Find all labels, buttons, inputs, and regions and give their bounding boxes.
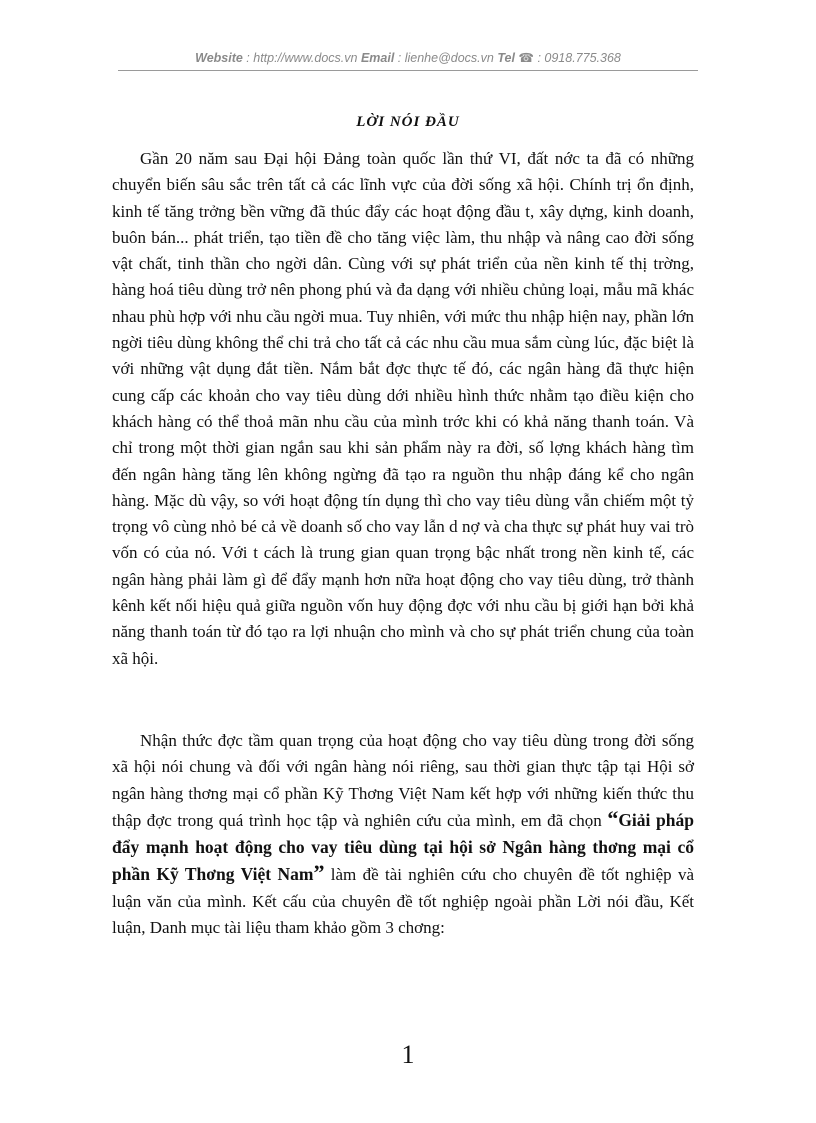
email-value: : lienhe@docs.vn — [394, 51, 498, 65]
website-value: : http://www.docs.vn — [242, 51, 361, 65]
close-quote: ” — [313, 860, 325, 886]
website-label: Website — [195, 51, 243, 65]
open-quote: “ — [607, 805, 619, 831]
page-header — [118, 50, 698, 65]
email-label: Email — [360, 51, 395, 65]
paragraph-introduction: Gần 20 năm sau Đại hội Đảng toàn quốc lần thứ VI, đất nớc ta đã có những chuyển biến sâu sắc trên tất cả các lĩnh vực của đời sống xã hội. Chính trị ổn định, kinh tế tăng trởng bền vững đã thúc đẩy các hoạt động đầu t, xây dựng, kinh doanh, buôn bán... phát triển, tạo tiền đề cho tăng việc làm, thu nhập và nâng cao đời sống vật chất, tinh thần cho ngời dân. Cùng với sự phát triển của nền kinh tế thị trờng, hàng hoá tiêu dùng trở nên phong phú và đa dạng với nhiều chủng loại, mẫu mã khác nhau phù hợp với nhu cầu ngời mua. Tuy nhiên, với mức thu nhập hiện nay, phần lớn ngời tiêu dùng không thể chi trả cho tất cả các nhu cầu mua sắm cùng lúc, đặc biệt là với những vật dụng đắt tiền. Nắm bắt đợc thực tế đó, các ngân hàng đã thực hiện cung cấp các khoản cho vay tiêu dùng dới nhiều hình thức nhằm tạo điều kiện cho khách hàng có thể thoả mãn nhu cầu của mình trớc khi có khả năng thanh toán. Và chỉ trong một thời gian ngắn sau khi sản phẩm này ra đời, số lợng khách hàng tìm đến ngân hàng tăng lên không ngừng đã tạo ra nguồn thu nhập đáng kể cho ngân hàng. Mặc dù vậy, so với hoạt động tín dụng thì cho vay tiêu dùng vẫn chiếm một tỷ trọng vô cùng nhỏ bé cả về doanh số cho vay lẫn d nợ và cha thực sự phát huy vai trò vốn có của nó. Với t cách là trung gian quan trọng bậc nhất trong nền kinh tế, các ngân hàng phải làm gì để đẩy mạnh hơn nữa hoạt động cho vay tiêu dùng, trở thành kênh kết nối hiệu quả giữa nguồn vốn huy động đợc với nhu cầu bị giới hạn bởi khả năng thanh toán từ đó tạo ra lợi nhuận cho mình và cho sự phát triển chung của toàn xã hội. — [112, 149, 694, 668]
tel-value: ☎ : 0918.775.368 — [514, 51, 621, 65]
page-title: LỜI NÓI ĐẦU — [356, 114, 460, 130]
paragraph-text-before: Nhận thức đợc tầm quan trọng của hoạt động cho vay tiêu dùng trong đời sống xã hội nói chung và đối với ngân hàng nói riêng, sau thời gian thực tập tại Hội sở ngân hàng thơng mại cổ phần Kỹ Thơng Việt Nam kết hợp với những kiến thức thu thập đợc trong quá trình học tập và nghiên cứu của mình, em đã chọn — [112, 731, 694, 830]
thesis-topic: Giải pháp đẩy mạnh hoạt động cho vay tiêu dùng tại hội sở Ngân hàng thơng mại cổ phần Kỹ Thơng Việt Nam — [112, 809, 694, 885]
header-divider — [118, 70, 698, 71]
tel-label: Tel — [497, 51, 515, 65]
paragraph-text-after: làm đề tài nghiên cứu cho chuyên đề tốt nghiệp và luận văn của mình. Kết cấu của chuyên đề tốt nghiệp ngoài phần Lời nói đầu, Kết luận, Danh mục tài liệu tham khảo gồm 3 chơng: — [112, 865, 695, 938]
page-number: 1 — [401, 1040, 415, 1069]
paragraph-topic-selection — [112, 728, 694, 941]
